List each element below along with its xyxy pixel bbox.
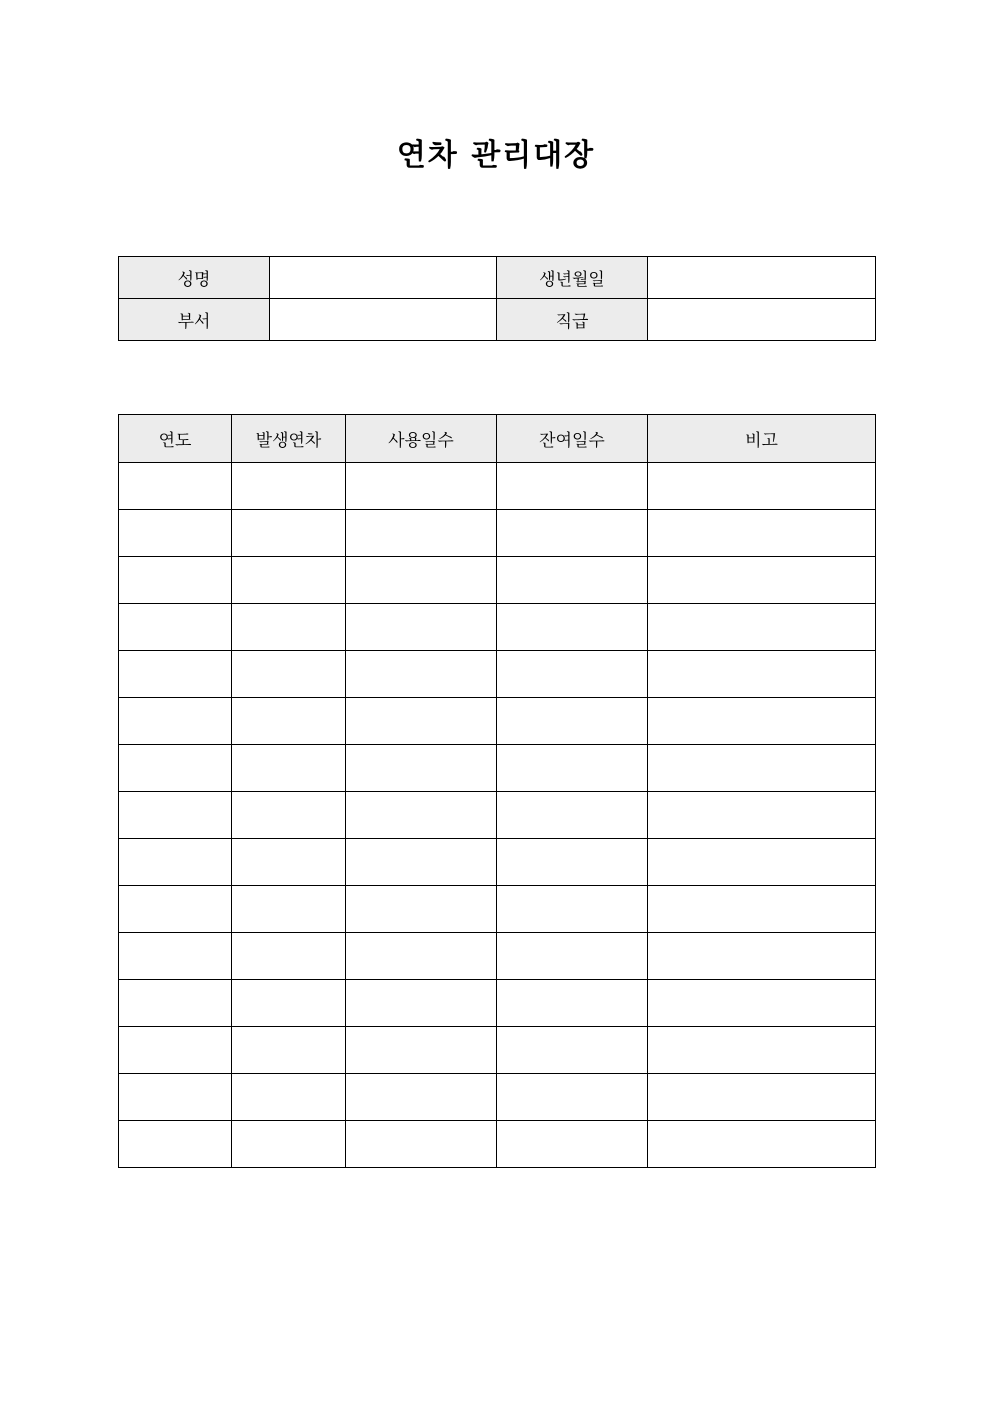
remarks-cell[interactable] <box>648 463 876 510</box>
days-remaining-cell[interactable] <box>497 1074 648 1121</box>
department-field[interactable] <box>270 299 497 341</box>
days-used-cell[interactable] <box>346 651 497 698</box>
birthdate-field[interactable] <box>648 257 876 299</box>
leave-ledger-table <box>118 414 876 1168</box>
remarks-cell[interactable] <box>648 510 876 557</box>
days-used-cell[interactable] <box>346 1027 497 1074</box>
granted-leave-cell[interactable] <box>232 604 346 651</box>
year-cell[interactable] <box>119 1027 232 1074</box>
table-row <box>119 792 876 839</box>
days-remaining-cell[interactable] <box>497 1027 648 1074</box>
remarks-cell[interactable] <box>648 698 876 745</box>
days-used-cell[interactable] <box>346 698 497 745</box>
days-remaining-cell[interactable] <box>497 792 648 839</box>
name-field[interactable] <box>270 257 497 299</box>
days-used-cell[interactable] <box>346 792 497 839</box>
days-remaining-cell[interactable] <box>497 557 648 604</box>
year-cell[interactable] <box>119 1074 232 1121</box>
table-row <box>119 698 876 745</box>
days-remaining-cell[interactable] <box>497 886 648 933</box>
year-cell[interactable] <box>119 510 232 557</box>
granted-leave-cell[interactable] <box>232 792 346 839</box>
granted-leave-cell[interactable] <box>232 557 346 604</box>
year-cell[interactable] <box>119 604 232 651</box>
employee-info-table <box>118 256 876 341</box>
remarks-cell[interactable] <box>648 886 876 933</box>
days-used-cell[interactable] <box>346 510 497 557</box>
granted-leave-cell[interactable] <box>232 886 346 933</box>
remarks-cell[interactable] <box>648 651 876 698</box>
days-remaining-cell[interactable] <box>497 933 648 980</box>
granted-leave-cell[interactable] <box>232 463 346 510</box>
year-cell[interactable] <box>119 839 232 886</box>
days-used-cell[interactable] <box>346 1074 497 1121</box>
granted-leave-cell[interactable] <box>232 698 346 745</box>
info-row <box>119 257 876 299</box>
year-cell[interactable] <box>119 698 232 745</box>
year-cell[interactable] <box>119 463 232 510</box>
page-title: 연차 관리대장 <box>396 138 596 173</box>
table-row <box>119 886 876 933</box>
days-remaining-cell[interactable] <box>497 604 648 651</box>
info-row <box>119 299 876 341</box>
ledger-body <box>119 463 876 1168</box>
column-header-granted-leave: 발생연차 <box>232 415 346 463</box>
ledger-header-row <box>119 415 876 463</box>
remarks-cell[interactable] <box>648 839 876 886</box>
days-used-cell[interactable] <box>346 1121 497 1168</box>
position-label: 직급 <box>497 299 648 341</box>
granted-leave-cell[interactable] <box>232 980 346 1027</box>
days-used-cell[interactable] <box>346 839 497 886</box>
table-row <box>119 839 876 886</box>
table-row <box>119 557 876 604</box>
table-row <box>119 980 876 1027</box>
year-cell[interactable] <box>119 933 232 980</box>
year-cell[interactable] <box>119 980 232 1027</box>
column-header-year: 연도 <box>119 415 232 463</box>
days-remaining-cell[interactable] <box>497 1121 648 1168</box>
table-row <box>119 651 876 698</box>
days-used-cell[interactable] <box>346 980 497 1027</box>
table-row <box>119 510 876 557</box>
position-field[interactable] <box>648 299 876 341</box>
granted-leave-cell[interactable] <box>232 745 346 792</box>
remarks-cell[interactable] <box>648 1074 876 1121</box>
days-remaining-cell[interactable] <box>497 651 648 698</box>
granted-leave-cell[interactable] <box>232 933 346 980</box>
remarks-cell[interactable] <box>648 980 876 1027</box>
year-cell[interactable] <box>119 557 232 604</box>
days-remaining-cell[interactable] <box>497 463 648 510</box>
year-cell[interactable] <box>119 792 232 839</box>
granted-leave-cell[interactable] <box>232 1121 346 1168</box>
remarks-cell[interactable] <box>648 604 876 651</box>
days-used-cell[interactable] <box>346 933 497 980</box>
column-header-remarks: 비고 <box>648 415 876 463</box>
department-label: 부서 <box>119 299 270 341</box>
granted-leave-cell[interactable] <box>232 1074 346 1121</box>
table-row <box>119 463 876 510</box>
days-remaining-cell[interactable] <box>497 980 648 1027</box>
remarks-cell[interactable] <box>648 557 876 604</box>
year-cell[interactable] <box>119 745 232 792</box>
days-used-cell[interactable] <box>346 745 497 792</box>
table-row <box>119 745 876 792</box>
days-remaining-cell[interactable] <box>497 839 648 886</box>
remarks-cell[interactable] <box>648 1027 876 1074</box>
table-row <box>119 1074 876 1121</box>
remarks-cell[interactable] <box>648 1121 876 1168</box>
column-header-days-used: 사용일수 <box>346 415 497 463</box>
days-remaining-cell[interactable] <box>497 745 648 792</box>
days-used-cell[interactable] <box>346 557 497 604</box>
year-cell[interactable] <box>119 886 232 933</box>
days-remaining-cell[interactable] <box>497 510 648 557</box>
table-row <box>119 604 876 651</box>
year-cell[interactable] <box>119 1121 232 1168</box>
table-row <box>119 1027 876 1074</box>
days-used-cell[interactable] <box>346 463 497 510</box>
granted-leave-cell[interactable] <box>232 510 346 557</box>
days-used-cell[interactable] <box>346 886 497 933</box>
table-row <box>119 933 876 980</box>
birthdate-label: 생년월일 <box>497 257 648 299</box>
table-row <box>119 1121 876 1168</box>
days-remaining-cell[interactable] <box>497 698 648 745</box>
column-header-days-remaining: 잔여일수 <box>497 415 648 463</box>
remarks-cell[interactable] <box>648 745 876 792</box>
remarks-cell[interactable] <box>648 792 876 839</box>
days-used-cell[interactable] <box>346 604 497 651</box>
granted-leave-cell[interactable] <box>232 1027 346 1074</box>
year-cell[interactable] <box>119 651 232 698</box>
name-label: 성명 <box>119 257 270 299</box>
granted-leave-cell[interactable] <box>232 839 346 886</box>
granted-leave-cell[interactable] <box>232 651 346 698</box>
remarks-cell[interactable] <box>648 933 876 980</box>
